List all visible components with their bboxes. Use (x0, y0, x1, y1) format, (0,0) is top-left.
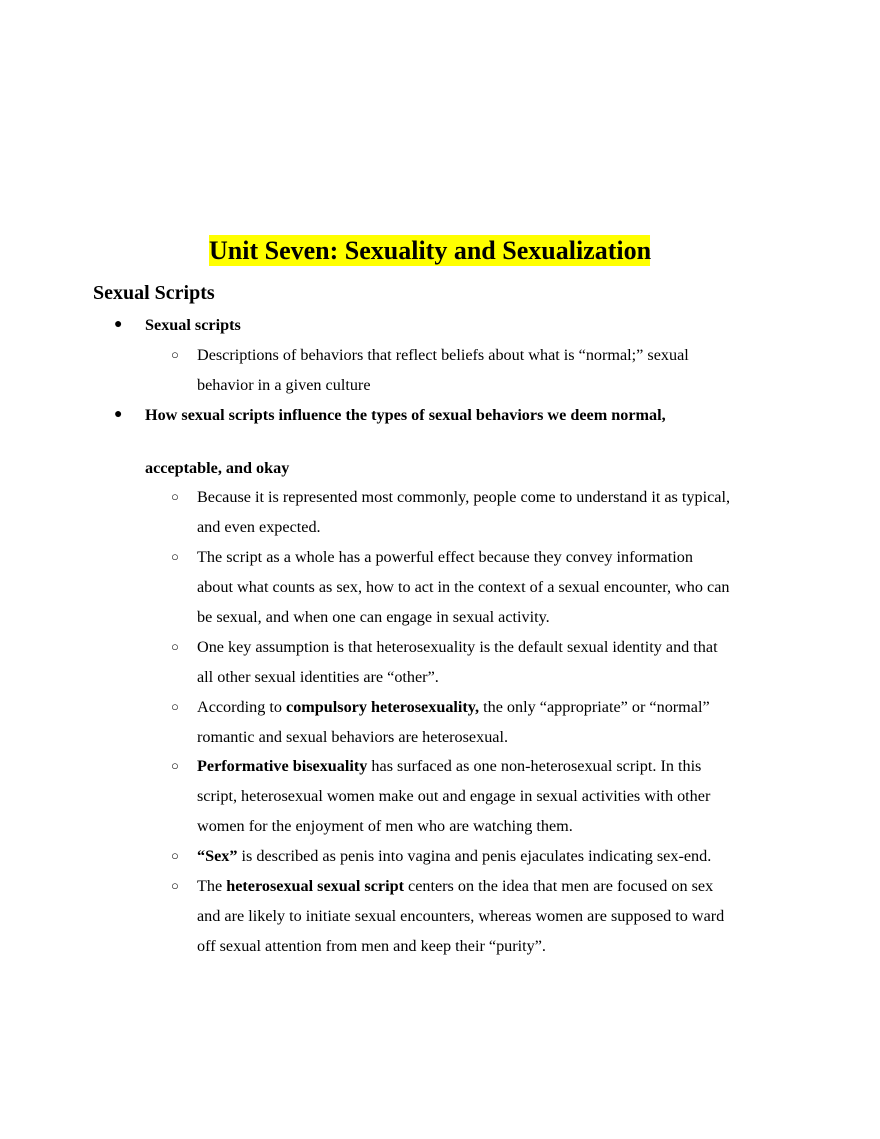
sub-bullet-icon: ○ (171, 699, 179, 714)
sub-item-line (197, 756, 701, 776)
text: The (197, 877, 227, 895)
sub-item-line: script, heterosexual women make out and engage in sexual activities with other (197, 787, 711, 805)
bullet-icon: ● (114, 317, 123, 332)
sub-bullet-icon: ○ (171, 848, 179, 863)
sub-bullet-icon: ○ (171, 347, 179, 362)
sub-item-line: about what counts as sex, how to act in the context of a sexual encounter, who can (197, 578, 730, 596)
sub-bullet-icon: ○ (171, 489, 179, 504)
key-term: Performative bisexuality (197, 757, 368, 775)
sub-item-line: Descriptions of behaviors that reflect beliefs about what is “normal;” sexual (197, 346, 689, 364)
section-heading: Sexual Scripts (93, 282, 215, 304)
list-item-heading: acceptable, and okay (145, 459, 290, 477)
sub-item-line: and are likely to initiate sexual encounters, whereas women are supposed to ward (197, 907, 725, 925)
sub-item-line: Because it is represented most commonly, people come to understand it as typical, (197, 488, 730, 506)
sub-item-line: women for the enjoyment of men who are watching them. (197, 817, 573, 835)
text: centers on the idea that men are focused on sex (403, 877, 714, 895)
sub-bullet-icon: ○ (171, 878, 179, 893)
list-item-heading: How sexual scripts influence the types of sexual behaviors we deem normal, (145, 406, 666, 424)
key-term: “Sex” (197, 847, 238, 865)
sub-item-line (197, 846, 711, 866)
sub-item-line: behavior in a given culture (197, 376, 371, 394)
key-term: compulsory heterosexuality (286, 698, 476, 716)
sub-item-line: One key assumption is that heterosexuality is the default sexual identity and that (197, 638, 718, 656)
text: the only “appropriate” or “normal” (479, 698, 710, 716)
sub-item-line (197, 697, 710, 717)
sub-item-line: The script as a whole has a powerful effect because they convey information (197, 548, 693, 566)
sub-bullet-icon: ○ (171, 639, 179, 654)
sub-item-line: and even expected. (197, 518, 321, 536)
sub-item-line (197, 876, 713, 896)
sub-item-line: all other sexual identities are “other”. (197, 668, 439, 686)
bullet-icon: ● (114, 407, 123, 422)
text: is described as penis into vagina and penis ejaculates indicating sex-end. (237, 847, 712, 865)
sub-item-line: be sexual, and when one can engage in sexual activity. (197, 608, 550, 626)
key-term: heterosexual sexual script (226, 877, 404, 895)
text: According to (197, 698, 287, 716)
sub-item-line: romantic and sexual behaviors are heterosexual. (197, 728, 509, 746)
sub-item-line: off sexual attention from men and keep their “purity”. (197, 937, 546, 955)
sub-bullet-icon: ○ (171, 549, 179, 564)
page-title: Unit Seven: Sexuality and Sexualization (209, 236, 652, 265)
list-item-heading: Sexual scripts (145, 316, 241, 334)
sub-bullet-icon: ○ (171, 758, 179, 773)
text: has surfaced as one non-heterosexual script. In this (367, 757, 702, 775)
text: , (475, 698, 480, 716)
